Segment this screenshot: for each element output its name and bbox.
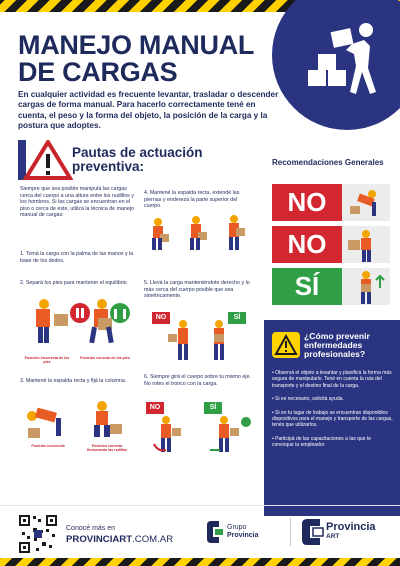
hazard-stripe-bottom	[0, 558, 400, 566]
recommendation-image-2	[342, 226, 390, 263]
step-3: 3. Mantené la espalda recta y fijá la columna.	[20, 378, 127, 384]
warning-icon	[18, 140, 73, 180]
correct-posture-figure	[80, 398, 132, 442]
step-1: 1. Tomá la carga con la palma de las manos y la base de los dedos.	[20, 251, 134, 264]
website-link[interactable]	[66, 534, 173, 545]
worker-lifting-boxes-icon	[290, 10, 390, 110]
carry-correct-figure	[204, 318, 234, 362]
twist-correct-figure	[208, 414, 256, 454]
prevention-item: • Participá de las capacitaciones a las que te convoque tu empleador.	[272, 435, 372, 449]
caption-correct-feet: Posición correcta de los pies	[80, 356, 130, 360]
lifting-sequence-figure	[146, 214, 256, 252]
url-tld-text: .COM.AR	[132, 534, 174, 545]
page-title	[18, 32, 278, 86]
grupo-provincia-text	[227, 524, 259, 539]
section-title: Pautas de actuación preventiva:	[72, 145, 203, 174]
grupo-line-1: Grupo	[227, 524, 247, 531]
incorrect-feet-figure	[20, 296, 76, 354]
step-2: 2. Separá los pies para mantener el equilibrio.	[20, 280, 129, 286]
recommendation-row-3	[272, 268, 390, 305]
step-6: 6. Siempre girá el cuerpo sobre tu mismo eje. No rotes el tronco con la carga.	[144, 374, 251, 387]
prevention-item: • Si en tu lugar de trabajo se encuentran disponibles dispositivos para el manejo y transporte de las cargas, tenés que utilizarlos.	[272, 409, 393, 429]
know-more-label: Conocé más en	[66, 525, 116, 532]
provincia-art-name: Provincia	[326, 521, 376, 533]
step-5: 5. Llevá la carga manteniéndote derecho y lo más cerca del cuerpo posible que sea simétricamente.	[144, 280, 250, 300]
caption-correct-knees: Posición correcta flexionando las rodillas	[87, 444, 127, 453]
recommendation-label-2: NO	[272, 226, 342, 263]
url-main-text: PROVINCIART	[66, 534, 133, 545]
recommendation-row-1	[272, 184, 390, 221]
prevention-item: • Si es necesario, solicitá ayuda.	[272, 396, 344, 403]
badge-si-step6: SÍ	[204, 402, 222, 414]
recommendation-label-1: NO	[272, 184, 342, 221]
qr-code-icon[interactable]	[18, 514, 58, 554]
logo-divider	[290, 518, 291, 546]
feet-diagram-red-icon	[70, 303, 90, 323]
badge-si-step5: SÍ	[228, 312, 246, 324]
carry-incorrect-figure	[168, 318, 198, 362]
step-4: 4. Mantené la espalda recta, extendé las piernas y enderezá la parte superior del cuerpo.	[144, 190, 240, 210]
recommendation-image-1	[342, 184, 390, 221]
title-line-2: DE CARGAS	[18, 57, 178, 87]
badge-no-step6: NO	[146, 402, 164, 414]
recommendation-row-2	[272, 226, 390, 263]
steps-intro: Siempre que sea posible manipulá las cargas cerca del cuerpo a una altura entre los nudillos y los hombros. Si las cargas se encuentran en el piso o cerca de este, utilizá la técnica de manejo manual de cargas:	[20, 186, 134, 219]
footer-divider	[0, 505, 400, 506]
intro-text: En cualquier actividad es frecuente levantar, trasladar o descender cargas de forma manual. Para hacerlo correctamente tené en cuenta, el peso y la forma del objeto, la posición de la carga y la postura que adoptes.	[18, 90, 279, 131]
recommendation-image-3	[342, 268, 390, 305]
prevention-list	[272, 370, 394, 456]
grupo-line-2: Provincia	[227, 531, 259, 539]
incorrect-posture-figure	[22, 398, 74, 442]
prevention-item: • Observá el objeto a levantar y planificá la forma más segura de manipularlo. Tené en cuenta la ruta del transporte y el destino final de la carga.	[272, 370, 392, 389]
title-line-1: MANEJO MANUAL	[18, 30, 255, 60]
caption-incorrect-feet: Posición incorrecta de los pies	[24, 356, 70, 365]
recommendation-label-3: SÍ	[272, 268, 342, 305]
feet-diagram-green-icon	[110, 303, 130, 323]
caption-incorrect: Posición incorrecta	[31, 444, 65, 448]
twist-incorrect-figure	[150, 414, 194, 454]
recommendations-title: Recomendaciones Generales	[272, 158, 384, 167]
prevention-title: ¿Cómo prevenir enfermedades profesionales?	[304, 331, 370, 359]
badge-no-step5: NO	[152, 312, 170, 324]
provincia-art-suffix: ART	[326, 533, 340, 540]
